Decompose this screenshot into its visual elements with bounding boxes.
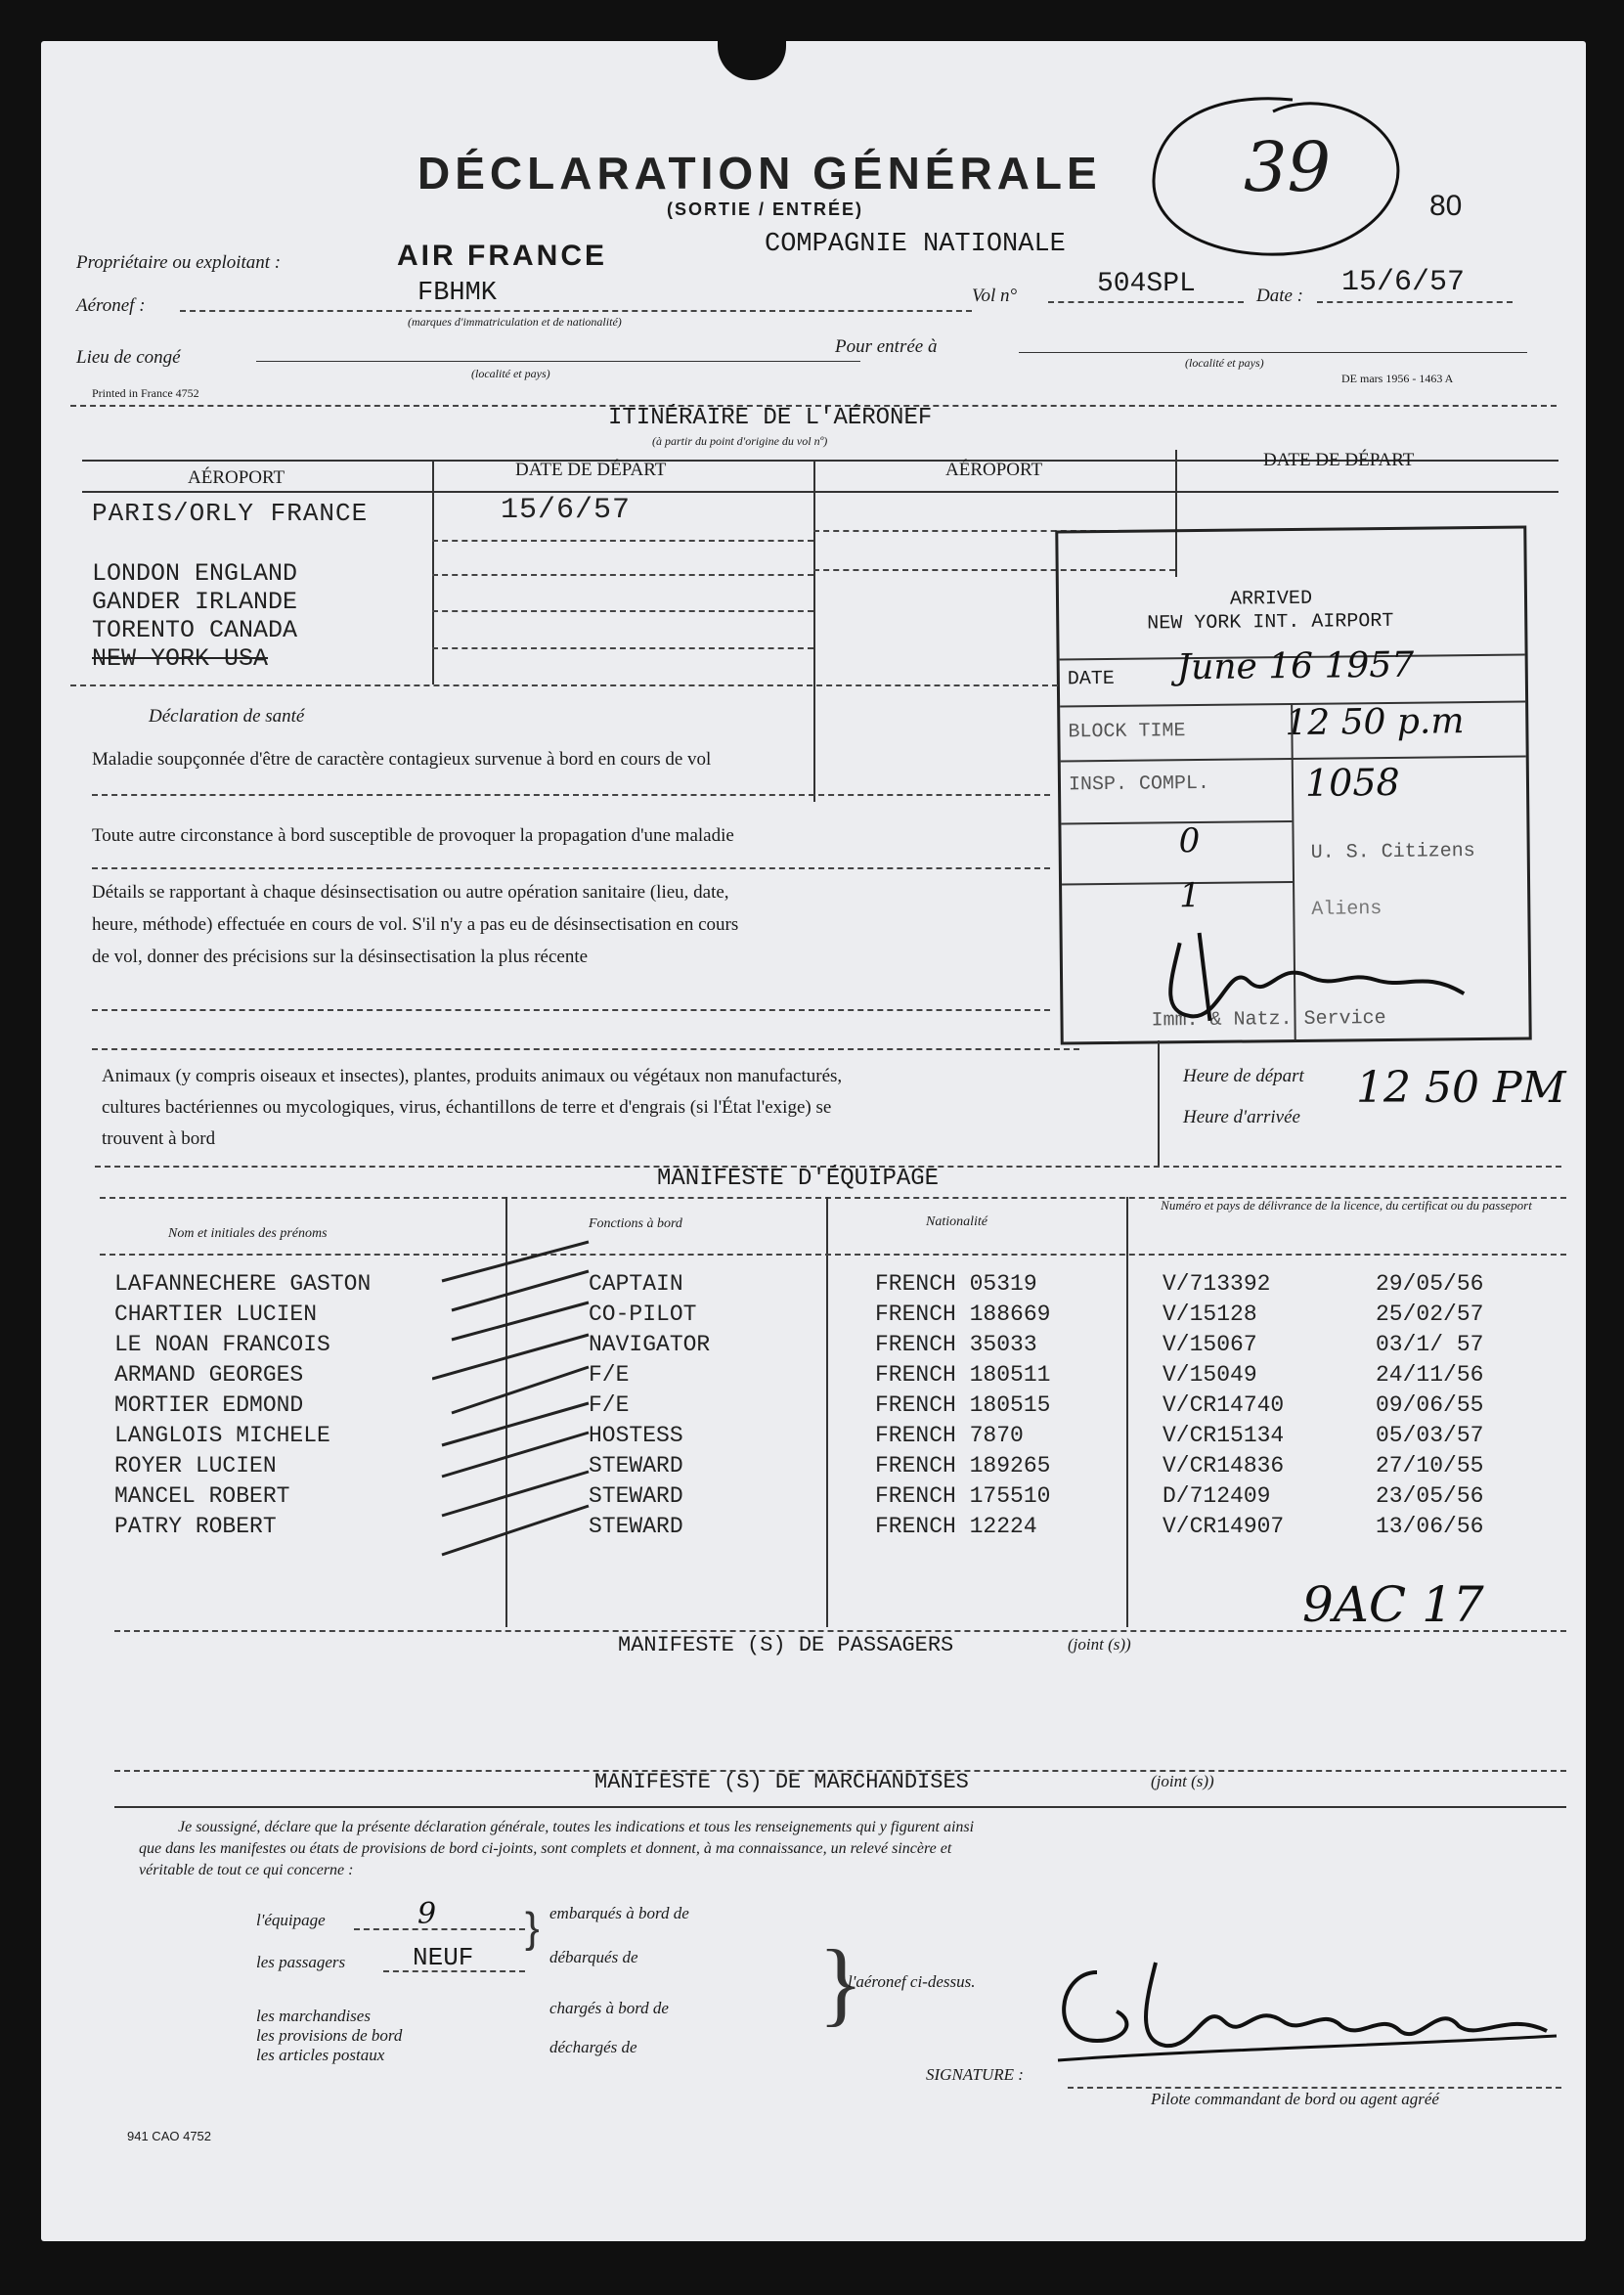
stamp-block-value: 12 50 p.m — [1285, 701, 1465, 744]
crew-count-label: l'équipage — [256, 1911, 326, 1929]
crew-nationality: FRENCH 35033 — [875, 1332, 1037, 1357]
itinerary-stops — [92, 559, 297, 673]
crew-nationality: FRENCH 7870 — [875, 1423, 1024, 1448]
crew-title: MANIFESTE D'ÉQUIPAGE — [657, 1166, 940, 1192]
crew-check-strokes — [432, 1232, 608, 1604]
stamp-insp-value: 1058 — [1304, 760, 1400, 805]
document-subtitle: (SORTIE / ENTRÉE) — [667, 199, 864, 219]
crew-col-function: Fonctions à bord — [589, 1216, 682, 1231]
itinerary-row-line — [432, 610, 813, 612]
animals-line-3: trouvent à bord — [102, 1128, 216, 1149]
health-divider — [92, 867, 1050, 869]
crew-date: 13/06/56 — [1376, 1514, 1484, 1539]
health-top-line — [70, 684, 1058, 686]
stamp-date-value: June 16 1957 — [1176, 644, 1415, 688]
stamp-officer-signature — [1140, 920, 1493, 1032]
crew-function: CO-PILOT — [589, 1302, 697, 1327]
health-divider — [92, 1009, 1050, 1011]
crew-row — [114, 1271, 1561, 1304]
col-airport-1: AÉROPORT — [188, 467, 285, 488]
signature-value — [1175, 2007, 1181, 2008]
pass-count-line — [383, 1970, 525, 1972]
itinerary-stop: TORENTO CANADA — [92, 616, 298, 644]
arrival-time-label: Heure d'arrivée — [1183, 1107, 1300, 1127]
stamp-line — [1061, 820, 1292, 824]
owner-label: Propriétaire ou exploitant : — [76, 252, 282, 273]
punch-hole — [718, 41, 786, 80]
crew-function: CAPTAIN — [589, 1271, 683, 1297]
aircraft-note: (marques d'immatriculation et de nationalité) — [408, 315, 622, 329]
itinerary-row-line — [432, 540, 813, 542]
crew-row — [114, 1332, 1561, 1365]
crew-function: STEWARD — [589, 1453, 683, 1479]
document-sheet — [41, 41, 1586, 2241]
cargo-title: MANIFESTE (S) DE MARCHANDISES — [594, 1770, 969, 1794]
crew-license: V/713392 — [1163, 1271, 1271, 1297]
crew-date: 05/03/57 — [1376, 1423, 1484, 1448]
animals-line-2: cultures bactériennes ou mycologiques, virus, échantillons de terre et d'engrais (si l'État l'exige) se — [102, 1097, 832, 1118]
crew-function: F/E — [589, 1362, 630, 1388]
aircraft-label: Aéronef : — [76, 295, 146, 316]
signature-line — [1068, 2087, 1561, 2089]
stamp-citizens-count: 0 — [1178, 821, 1201, 861]
stamp-airport: NEW YORK INT. AIRPORT — [1147, 609, 1394, 636]
handwritten-circle — [1126, 82, 1429, 278]
owner-value: AIR FRANCE — [397, 240, 607, 272]
itinerary-stop: NEW YORK USA — [92, 644, 269, 673]
post-label: les articles postaux — [256, 2046, 385, 2064]
health-line-2: Toute autre circonstance à bord susceptible de provoquer la propagation d'une maladie — [92, 825, 734, 846]
departure-line — [256, 361, 860, 362]
arrival-stamp — [1055, 525, 1531, 1044]
prov-label: les provisions de bord — [256, 2026, 403, 2045]
col-date-1: DATE DE DÉPART — [515, 460, 667, 480]
itinerary-row-line — [432, 647, 813, 649]
passengers-note: (joint (s)) — [1068, 1635, 1131, 1654]
entry-note: (localité et pays) — [1185, 356, 1264, 370]
declaration-line-2: que dans les manifestes ou états de provisions de bord ci-joints, sont complets et donnent, à ma connaissance, un relevé sincère et — [139, 1840, 952, 1857]
entry-line — [1019, 352, 1527, 353]
crew-handwritten-note: 9AC 17 — [1302, 1576, 1484, 1633]
crew-date: 25/02/57 — [1376, 1302, 1484, 1327]
itinerary-origin-date: 15/6/57 — [501, 494, 632, 527]
crew-function: STEWARD — [589, 1514, 683, 1539]
crew-license: V/15067 — [1163, 1332, 1257, 1357]
crew-count-value: 9 — [417, 1897, 437, 1931]
crew-date: 09/06/55 — [1376, 1392, 1484, 1418]
crew-license: V/CR14907 — [1163, 1514, 1285, 1539]
crew-function: HOSTESS — [589, 1423, 683, 1448]
crew-name: MANCEL ROBERT — [114, 1483, 290, 1509]
page-number: 80 — [1429, 190, 1463, 222]
stamp-aliens-count: 1 — [1178, 876, 1202, 916]
crew-row — [114, 1392, 1561, 1426]
itinerary-stop: LONDON ENGLAND — [92, 559, 298, 588]
health-line-1: Maladie soupçonnée d'être de caractère contagieux survenue à bord en cours de vol — [92, 749, 712, 770]
printed-in-france: Printed in France 4752 — [92, 386, 199, 400]
crew-license: V/CR14836 — [1163, 1453, 1285, 1479]
crew-col-license: Numéro et pays de délivrance de la licence, du certificat ou du passeport — [1161, 1198, 1532, 1213]
crew-col-name: Nom et initiales des prénoms — [168, 1226, 328, 1241]
crew-count-line — [354, 1928, 525, 1930]
crew-row — [114, 1514, 1561, 1547]
crew-name: ROYER LUCIEN — [114, 1453, 277, 1479]
crew-nationality: FRENCH 12224 — [875, 1514, 1037, 1539]
crew-name: PATRY ROBERT — [114, 1514, 277, 1539]
crew-name: LE NOAN FRANCOIS — [114, 1332, 330, 1357]
itinerary-header-line — [82, 491, 1558, 493]
itinerary-row-line — [432, 574, 813, 576]
crew-function: F/E — [589, 1392, 630, 1418]
stamp-date-label: DATE — [1067, 667, 1115, 691]
crew-license: V/CR14740 — [1163, 1392, 1285, 1418]
flight-label: Vol n° — [972, 286, 1018, 306]
col-airport-2: AÉROPORT — [945, 460, 1043, 480]
stamp-line — [1062, 881, 1293, 885]
flight-line — [1048, 301, 1244, 303]
signatory-title: Pilote commandant de bord ou agent agréé — [1151, 2090, 1439, 2108]
stamp-citizens-label: U. S. Citizens — [1310, 840, 1475, 864]
form-reference: DE mars 1956 - 1463 A — [1341, 372, 1454, 385]
crew-header-line — [100, 1254, 1566, 1256]
crew-col-nationality: Nationalité — [926, 1214, 988, 1229]
col-date-2: DATE DE DÉPART — [1263, 450, 1415, 470]
handwritten-number: 39 — [1244, 127, 1332, 207]
stamp-arrived: ARRIVED — [1229, 587, 1313, 611]
crew-license: V/15128 — [1163, 1302, 1257, 1327]
date-value: 15/6/57 — [1341, 266, 1466, 299]
crew-name: LANGLOIS MICHELE — [114, 1423, 330, 1448]
departure-label: Lieu de congé — [76, 347, 181, 368]
cargo-note: (joint (s)) — [1151, 1772, 1214, 1790]
declaration-brace-right: } — [818, 1930, 864, 2035]
goods-action: chargés à bord de — [549, 1999, 669, 2017]
crew-function: STEWARD — [589, 1483, 683, 1509]
crew-nationality: FRENCH 189265 — [875, 1453, 1051, 1479]
declaration-line-3: véritable de tout ce qui concerne : — [139, 1862, 354, 1878]
crew-nationality: FRENCH 188669 — [875, 1302, 1051, 1327]
declaration-line-1: Je soussigné, déclare que la présente déclaration générale, toutes les indications et tous les renseignements qui y figurent ainsi — [178, 1819, 975, 1835]
itinerary-col-sep-2 — [813, 460, 815, 802]
crew-name: LAFANNECHERE GASTON — [114, 1271, 372, 1297]
date-line — [1317, 301, 1513, 303]
crew-row — [114, 1362, 1561, 1395]
stamp-insp-label: INSP. COMPL. — [1068, 772, 1210, 797]
crew-nationality: FRENCH 175510 — [875, 1483, 1051, 1509]
passengers-title: MANIFESTE (S) DE PASSAGERS — [618, 1633, 954, 1657]
departure-note: (localité et pays) — [471, 367, 550, 380]
aircraft-value: FBHMK — [417, 279, 498, 308]
prov-action: déchargés de — [549, 2038, 637, 2056]
pass-count-label: les passagers — [256, 1953, 346, 1971]
health-line-4: heure, méthode) effectuée en cours de vol. S'il n'y a pas eu de désinsectisation en cours — [92, 914, 739, 935]
flight-value: 504SPL — [1097, 269, 1196, 299]
footer-code: 941 CAO 4752 — [127, 2129, 212, 2143]
aircraft-reference: l'aéronef ci-dessus. — [848, 1972, 976, 1991]
health-title: Déclaration de santé — [149, 706, 305, 727]
crew-nationality: FRENCH 180511 — [875, 1362, 1051, 1388]
signature-label: SIGNATURE : — [926, 2065, 1024, 2084]
pass-count-value: NEUF — [413, 1943, 474, 1972]
crew-nationality: FRENCH 180515 — [875, 1392, 1051, 1418]
entry-label: Pour entrée à — [835, 336, 938, 357]
crew-date: 23/05/56 — [1376, 1483, 1484, 1509]
captain-signature — [1038, 1933, 1566, 2080]
crew-license: V/15049 — [1163, 1362, 1257, 1388]
crew-date: 24/11/56 — [1376, 1362, 1484, 1388]
itinerary-title: ITINÉRAIRE DE L'AÉRONEF — [608, 405, 933, 431]
itinerary-col-sep-1 — [432, 460, 434, 684]
crew-name: ARMAND GEORGES — [114, 1362, 304, 1388]
document-title: DÉCLARATION GÉNÉRALE — [417, 148, 1102, 199]
times-sep — [1158, 1040, 1160, 1168]
crew-date: 29/05/56 — [1376, 1271, 1484, 1297]
itinerary-subtitle: (à partir du point d'origine du vol nº) — [652, 434, 828, 448]
goods-label: les marchandises — [256, 2007, 371, 2025]
owner-company: COMPAGNIE NATIONALE — [765, 230, 1066, 259]
crew-date: 03/1/ 57 — [1376, 1332, 1484, 1357]
crew-name: CHARTIER LUCIEN — [114, 1302, 318, 1327]
crew-function: NAVIGATOR — [589, 1332, 711, 1357]
crew-nationality: FRENCH 05319 — [875, 1271, 1037, 1297]
health-line-3: Détails se rapportant à chaque désinsectisation ou autre opération sanitaire (lieu, date, — [92, 882, 729, 903]
crew-row — [114, 1423, 1561, 1456]
crew-action: embarqués à bord de — [549, 1904, 689, 1922]
pass-action: débarqués de — [549, 1948, 638, 1966]
animals-line-1: Animaux (y compris oiseaux et insectes), plantes, produits animaux ou végétaux non manufacturés, — [102, 1066, 843, 1086]
itinerary-stop: GANDER IRLANDE — [92, 588, 298, 616]
itinerary-origin: PARIS/ORLY FRANCE — [92, 499, 369, 528]
declaration-brace-left: } — [525, 1904, 540, 1952]
cargo-line — [114, 1806, 1566, 1808]
health-bottom-line — [92, 1048, 1079, 1050]
stamp-aliens-label: Aliens — [1311, 898, 1383, 921]
crew-bottom-line — [114, 1630, 1566, 1632]
crew-row — [114, 1453, 1561, 1486]
stamp-service-label: Imm. & Natz. Service — [1151, 1007, 1386, 1033]
health-line-5: de vol, donner des précisions sur la désinsectisation la plus récente — [92, 947, 589, 967]
crew-row — [114, 1483, 1561, 1517]
date-label: Date : — [1256, 286, 1304, 306]
crew-license: D/712409 — [1163, 1483, 1271, 1509]
health-divider — [92, 794, 1050, 796]
crew-name: MORTIER EDMOND — [114, 1392, 304, 1418]
departure-time-label: Heure de départ — [1183, 1066, 1304, 1086]
crew-date: 27/10/55 — [1376, 1453, 1484, 1479]
stamp-block-label: BLOCK TIME — [1068, 720, 1186, 744]
crew-license: V/CR15134 — [1163, 1423, 1285, 1448]
arrival-time-value: 12 50 PM — [1356, 1063, 1566, 1113]
aircraft-line — [180, 310, 972, 312]
crew-row — [114, 1302, 1561, 1335]
